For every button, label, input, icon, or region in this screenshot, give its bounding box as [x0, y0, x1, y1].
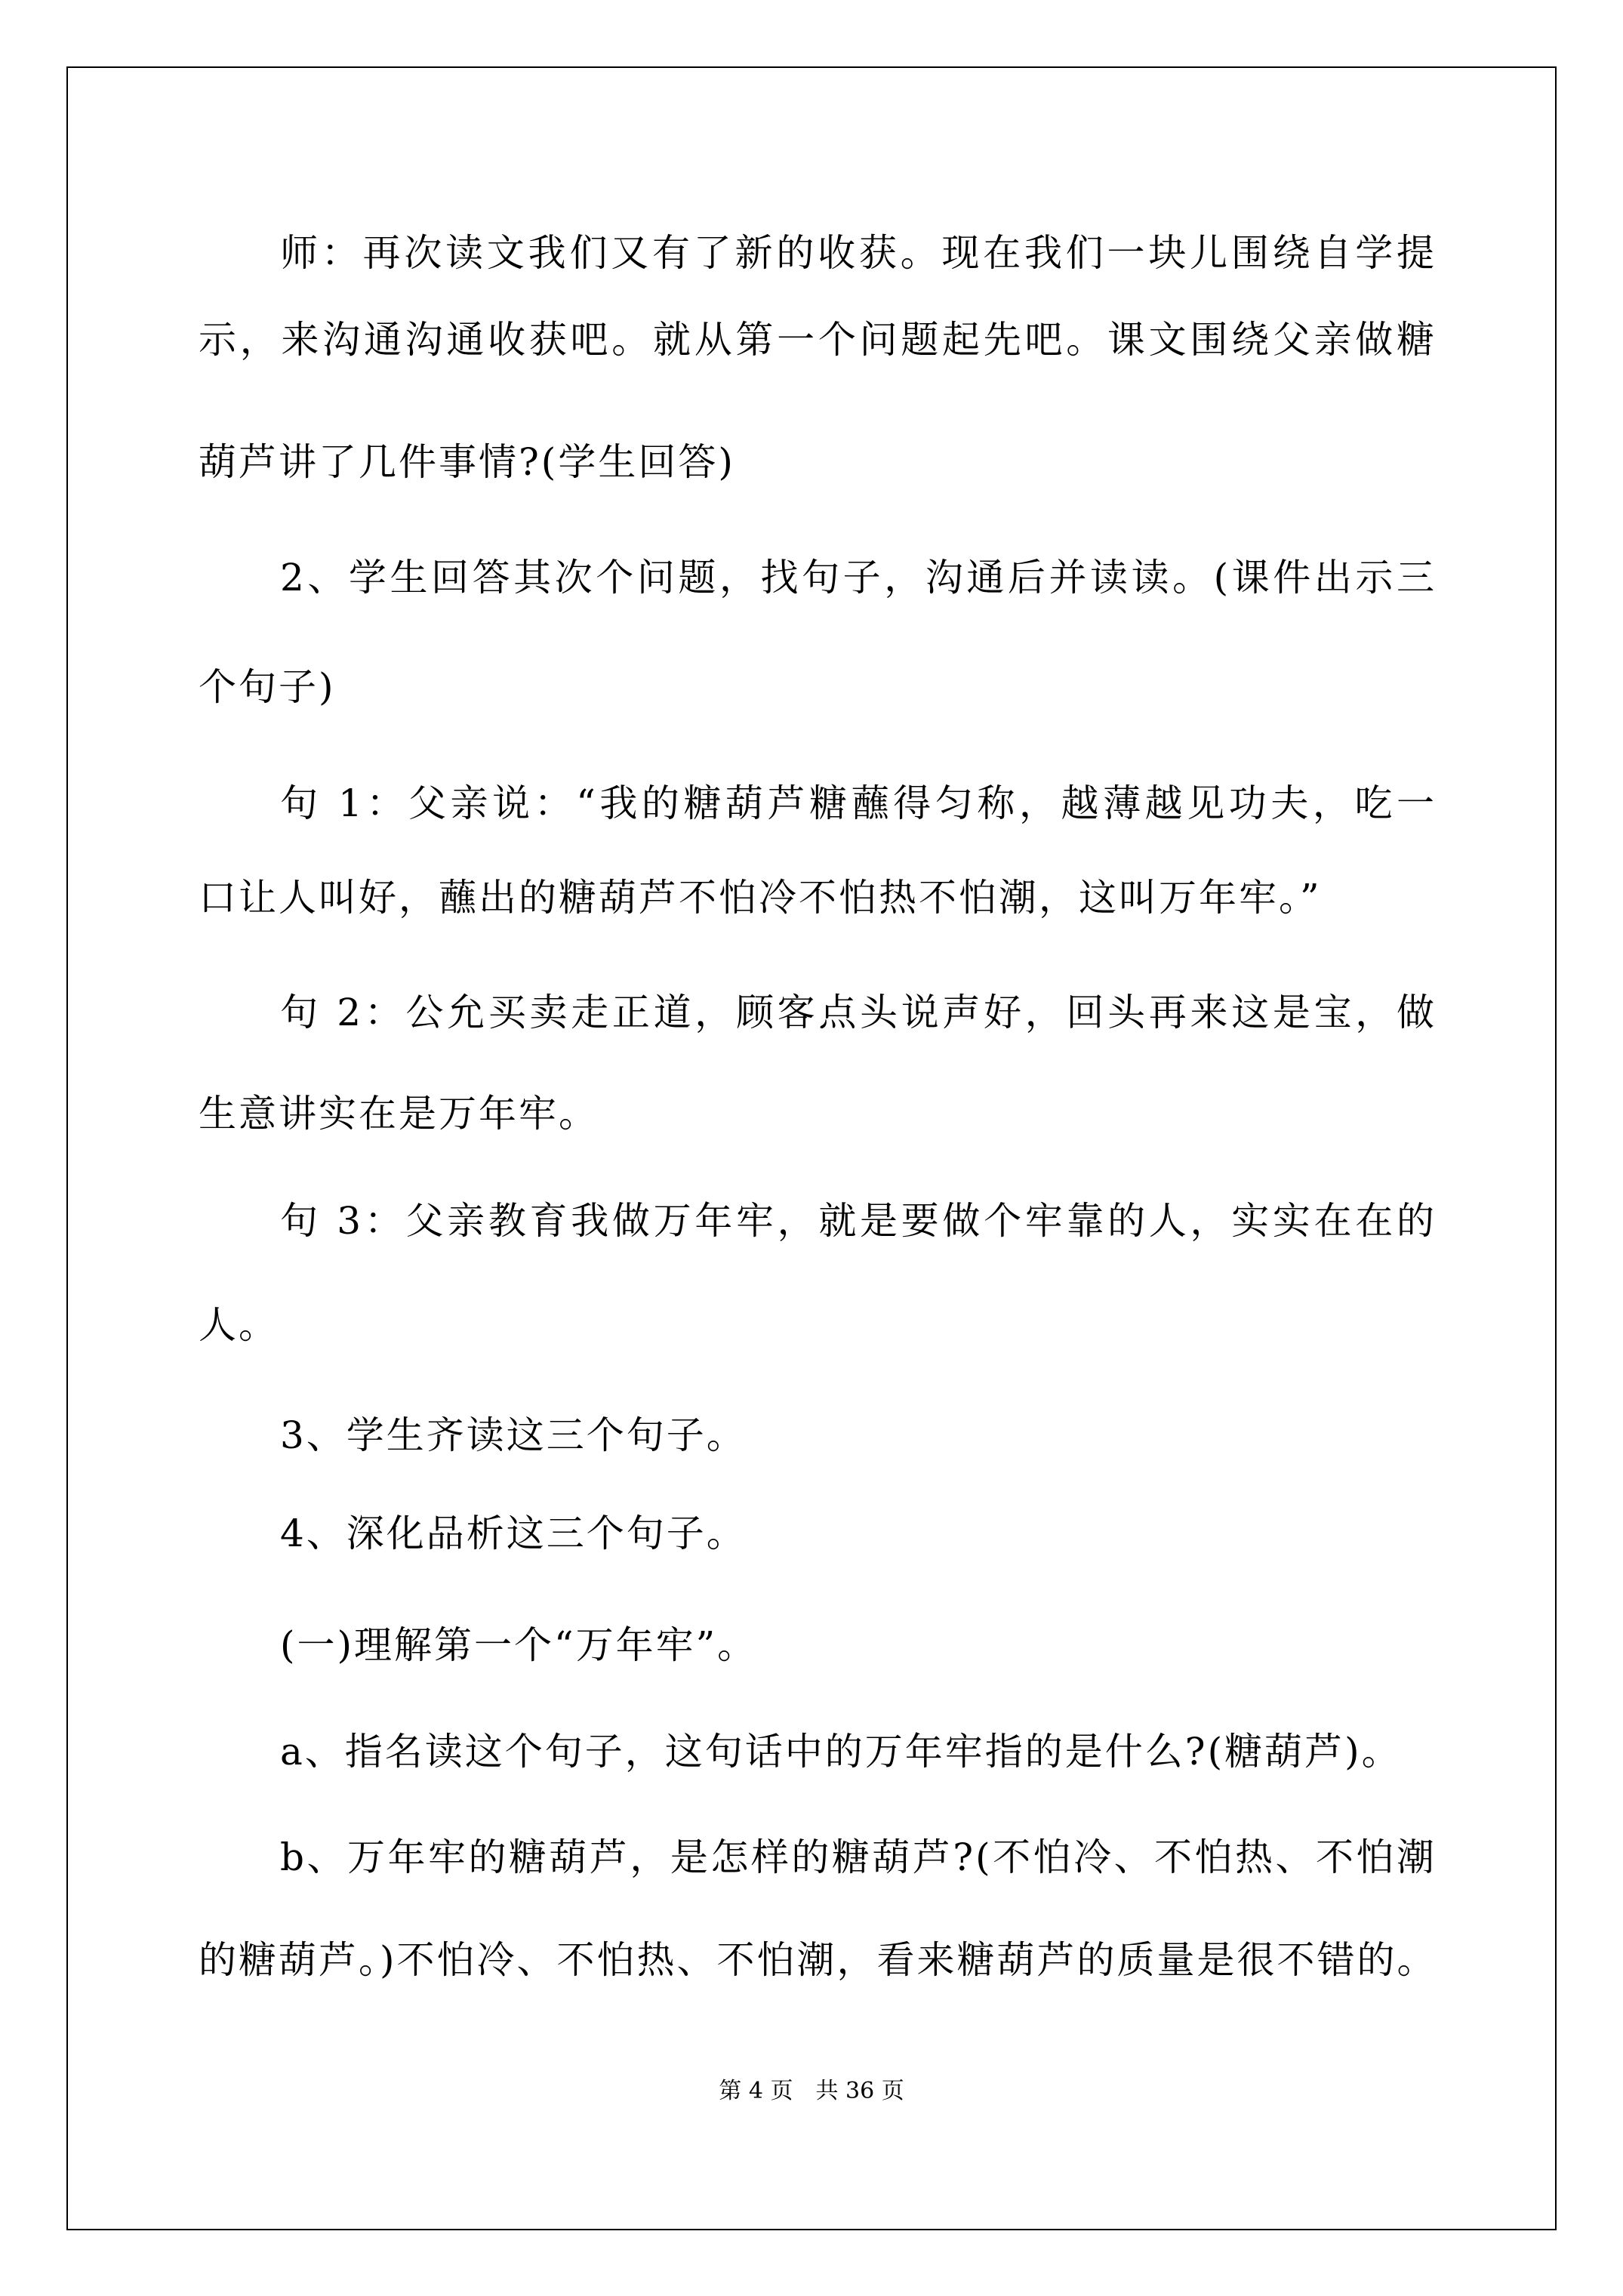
paragraph-line: 葫芦讲了几件事情?(学生回答): [199, 440, 735, 484]
paragraph-line: 人。: [199, 1303, 279, 1347]
paragraph-line: 3、学生齐读这三个句子。: [280, 1413, 747, 1457]
page-footer: [0, 2078, 1623, 2105]
page-number: 第 4 页: [719, 2078, 793, 2104]
paragraph-line: 的糖葫芦。)不怕冷、不怕热、不怕潮，看来糖葫芦的质量是很不错的。: [199, 1938, 1437, 1982]
paragraph-line: 句 3：父亲教育我做万年牢，就是要做个牢靠的人，实实在在的: [280, 1199, 1437, 1243]
paragraph-line: 口让人叫好，蘸出的糖葫芦不怕冷不怕热不怕潮，这叫万年牢。”: [199, 876, 1322, 920]
paragraph-line: 句 1：父亲说：“我的糖葫芦糖蘸得匀称，越薄越见功夫，吃一: [280, 781, 1437, 825]
paragraph-line: a、指名读这个句子，这句话中的万年牢指的是什么?(糖葫芦)。: [280, 1730, 1402, 1774]
paragraph-line: 个句子): [199, 665, 336, 709]
page-border: [66, 66, 1557, 2230]
paragraph-line: 句 2：公允买卖走正道，顾客点头说声好，回头再来这是宝，做: [280, 991, 1437, 1034]
paragraph-line: 示，来沟通沟通收获吧。就从第一个问题起先吧。课文围绕父亲做糖: [199, 318, 1437, 362]
paragraph-line: (一)理解第一个“万年牢”。: [280, 1623, 758, 1667]
paragraph-line: b、万年牢的糖葫芦，是怎样的糖葫芦?(不怕冷、不怕热、不怕潮: [280, 1835, 1437, 1879]
page-total: 共 36 页: [815, 2078, 904, 2104]
paragraph-line: 生意讲实在是万年牢。: [199, 1092, 599, 1136]
paragraph-line: 4、深化品析这三个句子。: [280, 1512, 747, 1555]
paragraph-line: 2、学生回答其次个问题，找句子，沟通后并读读。(课件出示三: [280, 556, 1437, 599]
paragraph-line: 师：再次读文我们又有了新的收获。现在我们一块儿围绕自学提: [280, 231, 1437, 275]
